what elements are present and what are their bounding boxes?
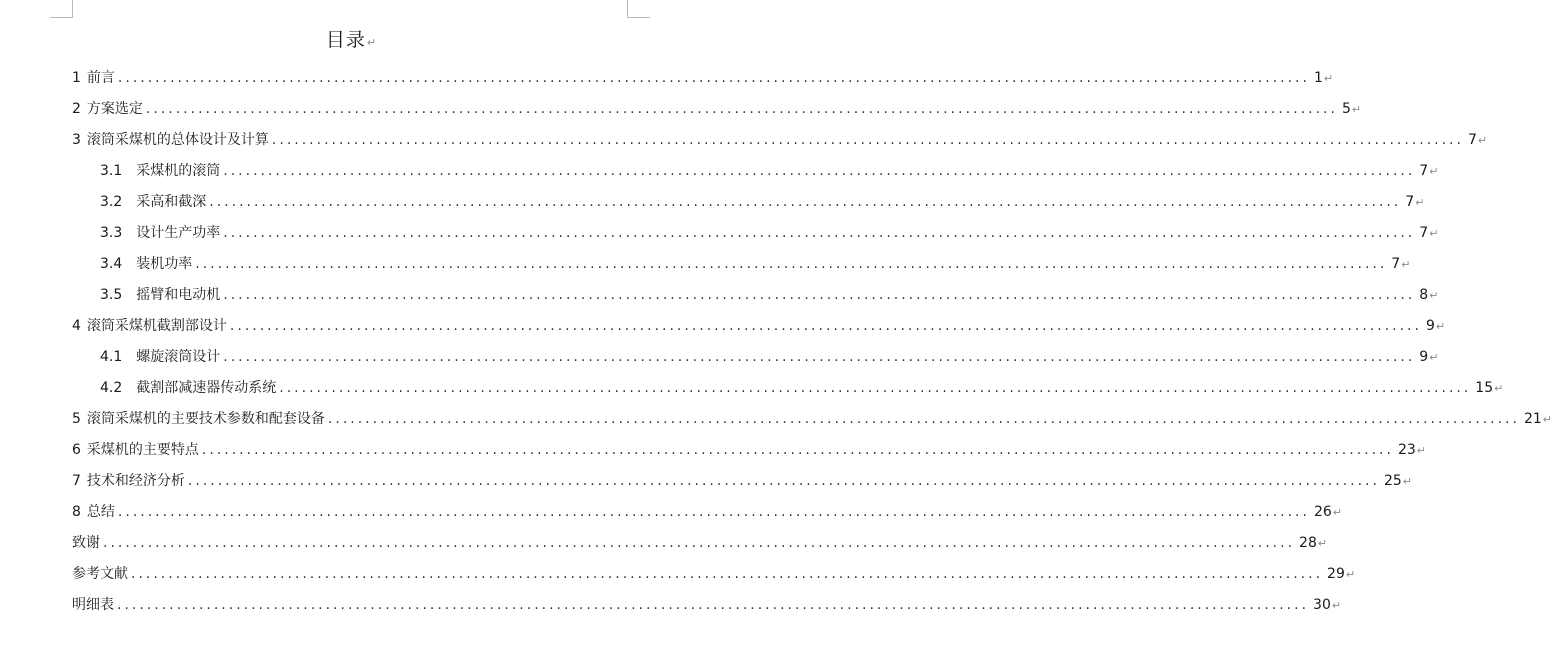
- paragraph-mark-icon: ↵: [1429, 165, 1439, 178]
- toc-entry-label: 摇臂和电动机: [136, 287, 221, 303]
- toc-page-number-text: 7: [1419, 225, 1429, 241]
- crop-mark-top-left: [50, 0, 73, 18]
- toc-entry-label: 装机功率: [136, 256, 193, 272]
- toc-entry-number: 8: [72, 504, 81, 520]
- toc-entry-number: 3.1: [100, 163, 123, 179]
- paragraph-mark-icon: ↵: [1429, 227, 1439, 240]
- toc-entry-page-number: [1405, 187, 1424, 218]
- toc-page-number-text: 9: [1425, 318, 1435, 334]
- toc-dot-leader: ................................................................................................................................................................: [117, 504, 1310, 520]
- toc-entry[interactable]: [72, 497, 1342, 528]
- crop-mark-top-right: [627, 0, 650, 18]
- table-of-contents: [72, 63, 1552, 621]
- paragraph-mark-icon: ↵: [1401, 258, 1411, 271]
- paragraph-mark-icon: ↵: [1402, 475, 1412, 488]
- toc-entry[interactable]: [72, 466, 1412, 497]
- toc-entry-number: 3.4: [100, 256, 123, 272]
- toc-entry[interactable]: [72, 218, 1439, 249]
- paragraph-mark-icon: ↵: [1416, 444, 1426, 457]
- toc-dot-leader: ................................................................................................................................................................: [279, 380, 1472, 396]
- toc-entry-number: 7: [72, 473, 81, 489]
- toc-entry[interactable]: [72, 187, 1425, 218]
- toc-page-number-text: 25: [1383, 473, 1402, 489]
- toc-page-number-text: 9: [1419, 349, 1429, 365]
- toc-entry-number: 4.2: [100, 380, 123, 396]
- paragraph-mark-icon: ↵: [1435, 320, 1446, 333]
- toc-entry[interactable]: [72, 373, 1504, 404]
- toc-dot-leader: ................................................................................................................................................................: [229, 318, 1422, 334]
- paragraph-mark-icon: ↵: [1542, 413, 1552, 426]
- toc-page-number-text: 7: [1405, 194, 1415, 210]
- toc-entry[interactable]: [72, 311, 1446, 342]
- toc-entry-page-number: [1327, 559, 1355, 590]
- toc-entry-label: 滚筒采煤机的主要技术参数和配套设备: [86, 411, 325, 427]
- toc-dot-leader: ................................................................................................................................................................: [117, 597, 1310, 613]
- toc-entry-label: 技术和经济分析: [86, 473, 185, 489]
- toc-entry-number: 2: [72, 101, 81, 117]
- toc-title: [0, 28, 702, 55]
- toc-entry-number: 4: [72, 318, 81, 334]
- toc-entry-label: 前言: [86, 70, 115, 86]
- toc-dot-leader: ................................................................................................................................................................: [195, 256, 1388, 272]
- toc-page-number-text: 26: [1313, 504, 1332, 520]
- paragraph-mark-icon: ↵: [1351, 103, 1362, 116]
- toc-entry[interactable]: [72, 590, 1342, 621]
- toc-entry[interactable]: [72, 528, 1328, 559]
- toc-dot-leader: ................................................................................................................................................................: [131, 566, 1324, 582]
- toc-entry-page-number: [1419, 156, 1438, 187]
- toc-page-number-text: 7: [1467, 132, 1477, 148]
- toc-entry-label: 采煤机的主要特点: [86, 442, 199, 458]
- toc-entry-label: 方案选定: [86, 101, 143, 117]
- toc-page-number-text: 28: [1299, 535, 1317, 551]
- toc-entry-number: 4.1: [100, 349, 123, 365]
- toc-page-number-text: 7: [1391, 256, 1401, 272]
- toc-entry[interactable]: [72, 125, 1488, 156]
- toc-page-number-text: 23: [1397, 442, 1416, 458]
- toc-entry[interactable]: [72, 156, 1439, 187]
- paragraph-mark-icon: ↵: [1415, 196, 1425, 209]
- paragraph-mark-icon: ↵: [1429, 289, 1439, 302]
- toc-entry-page-number: [1419, 218, 1438, 249]
- toc-dot-leader: ................................................................................................................................................................: [201, 442, 1394, 458]
- toc-entry-page-number: [1475, 373, 1503, 404]
- toc-entry-label: 参考文献: [72, 566, 128, 582]
- toc-entry-label: 总结: [86, 504, 115, 520]
- toc-dot-leader: ................................................................................................................................................................: [327, 411, 1520, 427]
- toc-entry[interactable]: [72, 404, 1552, 435]
- toc-entry-label: 螺旋滚筒设计: [136, 349, 221, 365]
- toc-entry-page-number: [1419, 342, 1438, 373]
- toc-entry[interactable]: [72, 435, 1426, 466]
- paragraph-mark-icon: ↵: [1323, 72, 1334, 85]
- toc-entry[interactable]: [72, 249, 1411, 280]
- paragraph-mark-icon: ↵: [1345, 568, 1356, 581]
- toc-title-text: 目录: [325, 29, 366, 51]
- toc-entry-number: 3.5: [100, 287, 123, 303]
- toc-entry-page-number: [1313, 590, 1341, 621]
- toc-entry[interactable]: [72, 342, 1439, 373]
- paragraph-mark-icon: ↵: [1494, 382, 1504, 395]
- toc-entry[interactable]: [72, 94, 1362, 125]
- toc-entry-number: 3.3: [100, 225, 123, 241]
- toc-entry-page-number: [1391, 249, 1410, 280]
- paragraph-mark-icon: ↵: [1331, 599, 1342, 612]
- toc-page-number-text: 15: [1475, 380, 1494, 396]
- toc-entry-page-number: [1299, 528, 1327, 559]
- toc-dot-leader: ................................................................................................................................................................: [187, 473, 1380, 489]
- toc-entry-page-number: [1314, 497, 1342, 528]
- toc-entry-page-number: [1419, 280, 1438, 311]
- toc-entry-number: 5: [72, 411, 81, 427]
- toc-entry-number: 6: [72, 442, 81, 458]
- toc-entry-number: 3: [72, 132, 81, 148]
- toc-page-number-text: 29: [1327, 566, 1345, 582]
- toc-dot-leader: ................................................................................................................................................................: [145, 101, 1338, 117]
- toc-entry-page-number: [1398, 435, 1426, 466]
- toc-dot-leader: ................................................................................................................................................................: [223, 163, 1416, 179]
- toc-entry-page-number: [1384, 466, 1412, 497]
- toc-entry-page-number: [1314, 63, 1333, 94]
- paragraph-mark-icon: ↵: [1317, 537, 1328, 550]
- toc-entry-number: 1: [72, 70, 81, 86]
- toc-page-number-text: 5: [1341, 101, 1351, 117]
- toc-dot-leader: ................................................................................................................................................................: [209, 194, 1402, 210]
- toc-entry[interactable]: [72, 63, 1334, 94]
- toc-entry-page-number: [1426, 311, 1445, 342]
- paragraph-mark-icon: ↵: [366, 36, 377, 49]
- toc-entry[interactable]: [72, 280, 1439, 311]
- paragraph-mark-icon: ↵: [1429, 351, 1439, 364]
- toc-entry-label: 致谢: [72, 535, 100, 551]
- toc-entry-page-number: [1524, 404, 1552, 435]
- toc-entry-page-number: [1468, 125, 1487, 156]
- toc-entry-label: 滚筒采煤机截割部设计: [86, 318, 227, 334]
- toc-entry-label: 截割部减速器传动系统: [136, 380, 277, 396]
- toc-page-number-text: 30: [1313, 597, 1331, 613]
- toc-page-number-text: 8: [1419, 287, 1429, 303]
- toc-entry-number: 3.2: [100, 194, 123, 210]
- toc-dot-leader: ................................................................................................................................................................: [223, 287, 1416, 303]
- toc-dot-leader: ................................................................................................................................................................: [223, 225, 1416, 241]
- toc-dot-leader: ................................................................................................................................................................: [223, 349, 1416, 365]
- toc-page-number-text: 1: [1313, 70, 1323, 86]
- paragraph-mark-icon: ↵: [1332, 506, 1342, 519]
- toc-page-number-text: 7: [1419, 163, 1429, 179]
- toc-page-number-text: 21: [1523, 411, 1542, 427]
- toc-entry-label: 设计生产功率: [136, 225, 221, 241]
- toc-dot-leader: ................................................................................................................................................................: [117, 70, 1310, 86]
- paragraph-mark-icon: ↵: [1477, 134, 1488, 147]
- toc-entry-label: 滚筒采煤机的总体设计及计算: [86, 132, 269, 148]
- toc-entry-label: 采高和截深: [136, 194, 207, 210]
- toc-dot-leader: ................................................................................................................................................................: [103, 535, 1296, 551]
- toc-entry-label: 采煤机的滚筒: [136, 163, 221, 179]
- toc-entry[interactable]: [72, 559, 1356, 590]
- toc-dot-leader: ................................................................................................................................................................: [271, 132, 1464, 148]
- toc-entry-label: 明细表: [72, 597, 114, 613]
- toc-entry-page-number: [1342, 94, 1361, 125]
